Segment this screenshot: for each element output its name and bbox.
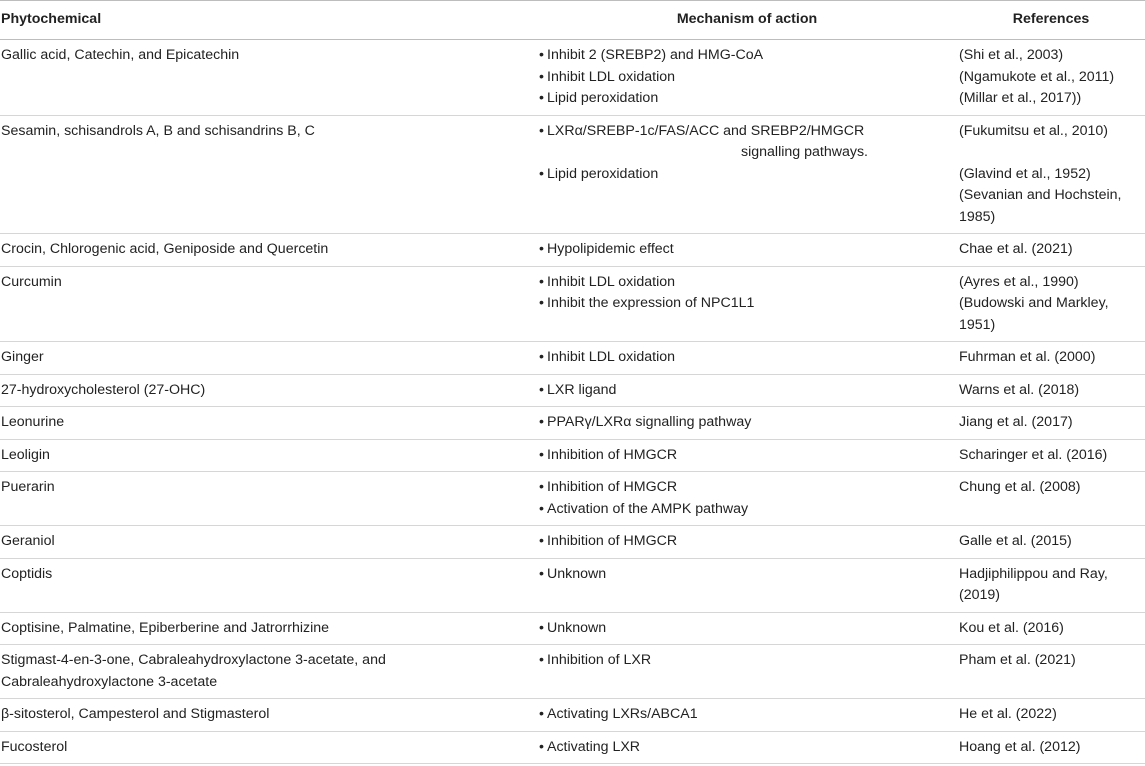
references-cell	[957, 472, 1145, 526]
mechanism-text: Activating LXRs/ABCA1	[547, 706, 698, 722]
table-row	[0, 645, 1145, 699]
reference-spacer	[959, 142, 1141, 164]
phytochemical-cell: Coptidis	[0, 558, 537, 612]
mechanism-text: Unknown	[547, 565, 607, 582]
mechanism-text: Hypolipidemic effect	[547, 241, 674, 257]
mechanism-cell	[537, 558, 957, 612]
references-cell	[957, 115, 1145, 234]
bullet-glyph: •	[539, 47, 544, 63]
mechanism-item	[539, 650, 955, 672]
mechanism-item	[539, 164, 955, 186]
reference-item: Chae et al. (2021)	[959, 241, 1073, 257]
table-row	[0, 40, 1145, 116]
table-row	[0, 439, 1145, 472]
mechanism-text: Inhibition of HMGCR	[547, 479, 678, 495]
references-cell	[957, 266, 1145, 342]
table-row	[0, 342, 1145, 375]
reference-item: (Shi et al., 2003)	[959, 47, 1064, 63]
mechanism-cell	[537, 731, 957, 764]
reference-item: He et al. (2022)	[959, 706, 1057, 722]
mechanism-item	[539, 477, 955, 499]
mechanism-item	[539, 412, 955, 434]
mechanism-text: Inhibit the expression of NPC1L1	[547, 295, 755, 311]
references-cell	[957, 374, 1145, 407]
reference-item: (Millar et al., 2017))	[959, 90, 1082, 106]
mechanism-text: signalling pathways.	[741, 144, 868, 160]
references-cell	[957, 645, 1145, 699]
mechanism-text: PPARγ/LXRα signalling pathway	[547, 414, 752, 430]
bullet-glyph: •	[539, 500, 544, 517]
bullet-glyph: •	[539, 381, 544, 398]
bullet-glyph: •	[539, 90, 544, 106]
phytochemical-cell: Ginger	[0, 342, 537, 375]
phytochemical-cell: β-sitosterol, Campesterol and Stigmasterol	[0, 699, 537, 732]
mechanism-text: Inhibit LDL oxidation	[547, 273, 676, 290]
phytochemical-cell: Puerarin	[0, 472, 537, 526]
mechanism-item	[539, 499, 955, 521]
table-row	[0, 234, 1145, 267]
references-cell	[957, 731, 1145, 764]
table-row	[0, 115, 1145, 234]
table-row	[0, 612, 1145, 645]
reference-item: Pham et al. (2021)	[959, 652, 1076, 668]
reference-item: Kou et al. (2016)	[959, 619, 1064, 636]
mechanism-item	[539, 45, 955, 67]
reference-item: Chung et al. (2008)	[959, 479, 1081, 495]
references-cell	[957, 526, 1145, 559]
mechanism-cell	[537, 699, 957, 732]
phytochemical-cell: Geraniol	[0, 526, 537, 559]
bullet-glyph: •	[539, 349, 544, 365]
bullet-glyph: •	[539, 533, 544, 549]
mechanism-cell	[537, 612, 957, 645]
phytochemical-cell: Gallic acid, Catechin, and Epicatechin	[0, 40, 537, 116]
mechanism-cell	[537, 526, 957, 559]
mechanism-text: Lipid peroxidation	[547, 165, 659, 182]
table-body	[0, 40, 1145, 764]
mechanism-item	[539, 445, 955, 467]
mechanism-text: Activation of the AMPK pathway	[547, 500, 749, 517]
header-references: References	[957, 1, 1145, 40]
bullet-glyph: •	[539, 565, 544, 582]
mechanism-text: Lipid peroxidation	[547, 90, 659, 106]
mechanism-text: Inhibit LDL oxidation	[547, 349, 676, 365]
reference-item: Fuhrman et al. (2000)	[959, 349, 1096, 365]
bullet-glyph: •	[539, 122, 544, 139]
phytochemical-cell: 27-hydroxycholesterol (27-OHC)	[0, 374, 537, 407]
mechanism-item	[539, 564, 955, 586]
references-cell	[957, 234, 1145, 267]
table-row	[0, 699, 1145, 732]
reference-item: Warns et al. (2018)	[959, 381, 1080, 398]
reference-item: (Fukumitsu et al., 2010)	[959, 122, 1109, 139]
table-row	[0, 374, 1145, 407]
phytochemical-cell: Stigmast-4-en-3-one, Cabraleahydroxylactone 3-acetate, and Cabraleahydroxylactone 3-acetate	[0, 645, 537, 699]
header-mechanism: Mechanism of action	[537, 1, 957, 40]
reference-item: (Budowski and Markley, 1951)	[959, 295, 1109, 333]
mechanism-cell	[537, 115, 957, 234]
table-header	[0, 1, 1145, 40]
header-phytochemical: Phytochemical	[0, 1, 537, 40]
mechanism-text: LXRα/SREBP-1c/FAS/ACC and SREBP2/HMGCR	[547, 122, 865, 139]
mechanism-cell	[537, 234, 957, 267]
phytochemical-cell: Crocin, Chlorogenic acid, Geniposide and Quercetin	[0, 234, 537, 267]
mechanism-cell	[537, 266, 957, 342]
mechanism-item	[539, 67, 955, 89]
mechanism-item	[539, 618, 955, 640]
mechanism-item	[539, 142, 955, 164]
table-row	[0, 472, 1145, 526]
bullet-glyph: •	[539, 68, 544, 85]
mechanism-item	[539, 531, 955, 553]
mechanism-item	[539, 121, 955, 143]
mechanism-cell	[537, 407, 957, 440]
mechanism-text: Inhibit LDL oxidation	[547, 68, 676, 85]
mechanism-item	[539, 88, 955, 110]
mechanism-item	[539, 380, 955, 402]
mechanism-item	[539, 704, 955, 726]
mechanism-text: Inhibition of HMGCR	[547, 533, 678, 549]
mechanism-cell	[537, 472, 957, 526]
table-row	[0, 407, 1145, 440]
bullet-glyph: •	[539, 295, 544, 311]
references-cell	[957, 439, 1145, 472]
mechanism-item	[539, 347, 955, 369]
phytochemical-cell: Curcumin	[0, 266, 537, 342]
table-row	[0, 731, 1145, 764]
table-row	[0, 558, 1145, 612]
mechanism-item	[539, 272, 955, 294]
table-row	[0, 526, 1145, 559]
mechanism-text: Activating LXR	[547, 738, 641, 755]
mechanism-cell	[537, 374, 957, 407]
bullet-glyph: •	[539, 619, 544, 636]
mechanism-cell	[537, 645, 957, 699]
mechanism-cell	[537, 40, 957, 116]
bullet-glyph: •	[539, 652, 544, 668]
bullet-glyph: •	[539, 738, 544, 755]
mechanism-cell	[537, 342, 957, 375]
reference-item: (Glavind et al., 1952) (Sevanian and Hochstein, 1985)	[959, 165, 1122, 225]
reference-item: (Ayres et al., 1990)	[959, 273, 1079, 290]
mechanism-text: Inhibit 2 (SREBP2) and HMG-CoA	[547, 47, 764, 63]
references-cell	[957, 40, 1145, 116]
bullet-glyph: •	[539, 706, 544, 722]
phytochemical-cell: Sesamin, schisandrols A, B and schisandrins B, C	[0, 115, 537, 234]
mechanism-text: Unknown	[547, 619, 607, 636]
reference-item: Scharinger et al. (2016)	[959, 446, 1108, 463]
mechanism-text: LXR ligand	[547, 381, 617, 398]
reference-item: Hadjiphilippou and Ray, (2019)	[959, 565, 1108, 603]
phytochemical-cell: Fucosterol	[0, 731, 537, 764]
references-cell	[957, 612, 1145, 645]
mechanism-item	[539, 737, 955, 759]
bullet-glyph: •	[539, 273, 544, 290]
table-row	[0, 266, 1145, 342]
bullet-glyph: •	[539, 414, 544, 430]
references-cell	[957, 342, 1145, 375]
bullet-glyph: •	[539, 241, 544, 257]
reference-item: Galle et al. (2015)	[959, 533, 1072, 549]
header-row	[0, 1, 1145, 40]
mechanism-text: Inhibition of LXR	[547, 652, 652, 668]
reference-item: (Ngamukote et al., 2011)	[959, 68, 1115, 85]
phytochemical-cell: Coptisine, Palmatine, Epiberberine and Jatrorrhizine	[0, 612, 537, 645]
mechanism-text: Inhibition of HMGCR	[547, 446, 678, 463]
reference-item: Hoang et al. (2012)	[959, 738, 1081, 755]
mechanism-cell	[537, 439, 957, 472]
mechanism-item	[539, 293, 955, 315]
bullet-glyph: •	[539, 165, 544, 182]
references-cell	[957, 558, 1145, 612]
phytochemical-cell: Leoligin	[0, 439, 537, 472]
reference-item: Jiang et al. (2017)	[959, 414, 1073, 430]
references-cell	[957, 699, 1145, 732]
bullet-glyph: •	[539, 446, 544, 463]
phytochemical-cell: Leonurine	[0, 407, 537, 440]
mechanism-item	[539, 239, 955, 261]
references-cell	[957, 407, 1145, 440]
bullet-glyph: •	[539, 479, 544, 495]
